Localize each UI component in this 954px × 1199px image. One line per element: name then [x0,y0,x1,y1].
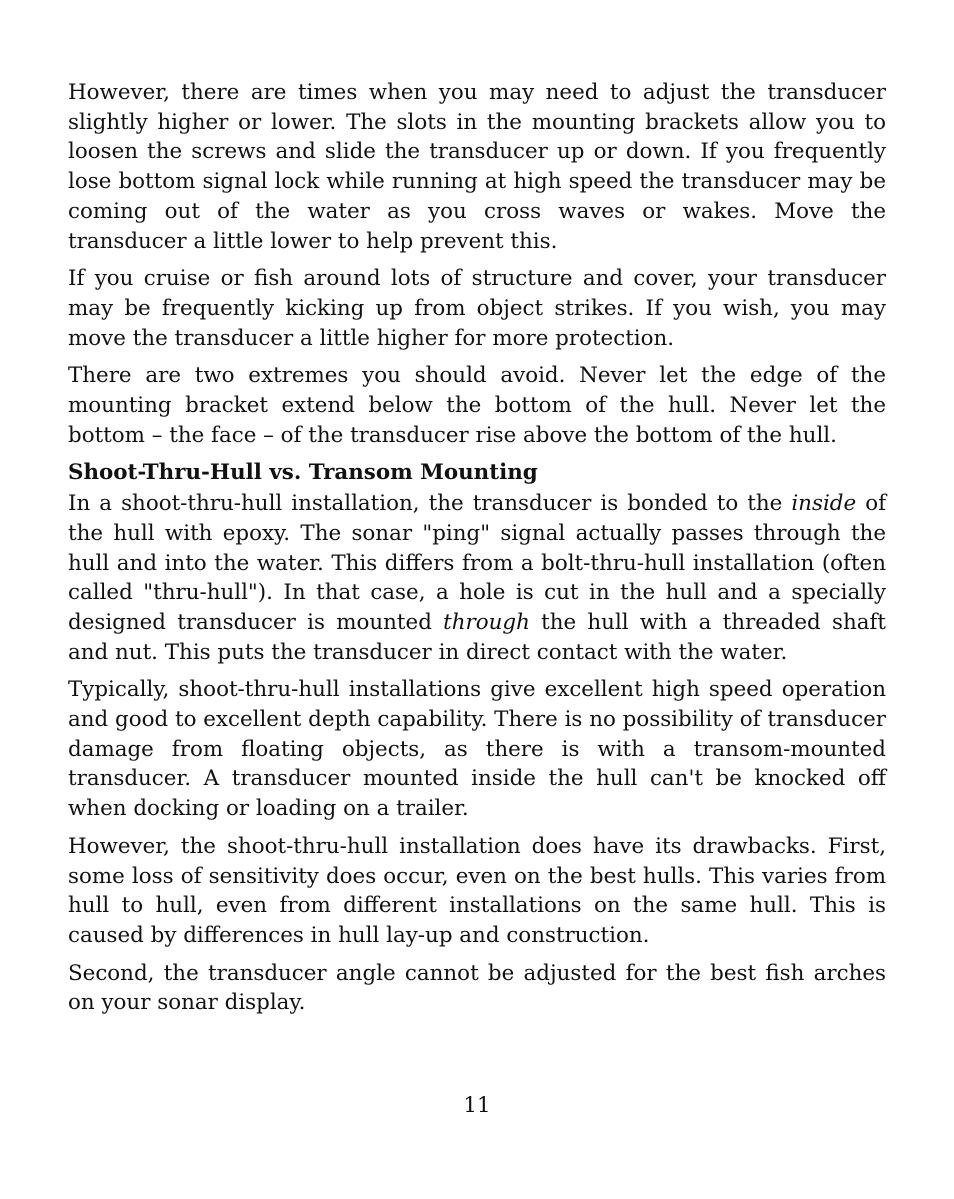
emphasis-inside: inside [791,491,857,517]
paragraph-shoot-thru-hull [68,489,886,667]
section-heading: Shoot-Thru-Hull vs. Transom Mounting [68,460,538,486]
paragraph-drawbacks: However, the shoot-thru-hull installation does have its drawbacks. First, some loss of sensitivity does occur, even on the best hulls. This varies from hull to hull, even from different installations on the same hull. This is caused by differences in hull lay-up and construction. [68,833,886,948]
text-run: the hull with a threaded shaft and nut. This puts the transducer in direct contact with the water. [68,609,886,665]
paragraph-second: Second, the transducer angle cannot be adjusted for the best fish arches on your sonar display. [68,960,886,1016]
paragraph-adjust-transducer: However, there are times when you may need to adjust the transducer slightly higher or lower. The slots in the mounting brackets allow you to loosen the screws and slide the transducer up or down. If you frequently lose bottom signal lock while running at high speed the transducer may be coming out of the water as you cross waves or wakes. Move the transducer a little lower to help prevent this. [68,80,886,254]
emphasis-through: through [443,609,530,635]
paragraph-structure-cover: If you cruise or fish around lots of structure and cover, your transducer may be frequently kicking up from object strikes. If you wish, you may move the transducer a little higher for more protection. [68,266,886,351]
text-run: of the hull with epoxy. The sonar "ping" signal actually passes through the hull and into the water. This differs from a bolt-thru-hull installation (often called "thru-hull"). In that case, a hole is cut in the hull and a specially designed transducer is mounted [68,491,886,635]
paragraph-two-extremes: There are two extremes you should avoid. Never let the edge of the mounting bracket extend below the bottom of the hull. Never let the bottom – the face – of the transducer rise above the bottom of the hull. [68,363,886,448]
paragraph-typically: Typically, shoot-thru-hull installations give excellent high speed operation and good to excellent depth capability. There is no possibility of transducer damage from floating objects, as there is with a transom-mounted transducer. A transducer mounted inside the hull can't be knocked off when docking or loading on a trailer. [68,677,886,822]
text-run: In a shoot-thru-hull installation, the transducer is bonded to the [68,491,792,517]
page-number: 11 [463,1093,491,1118]
page-body [68,78,886,1026]
